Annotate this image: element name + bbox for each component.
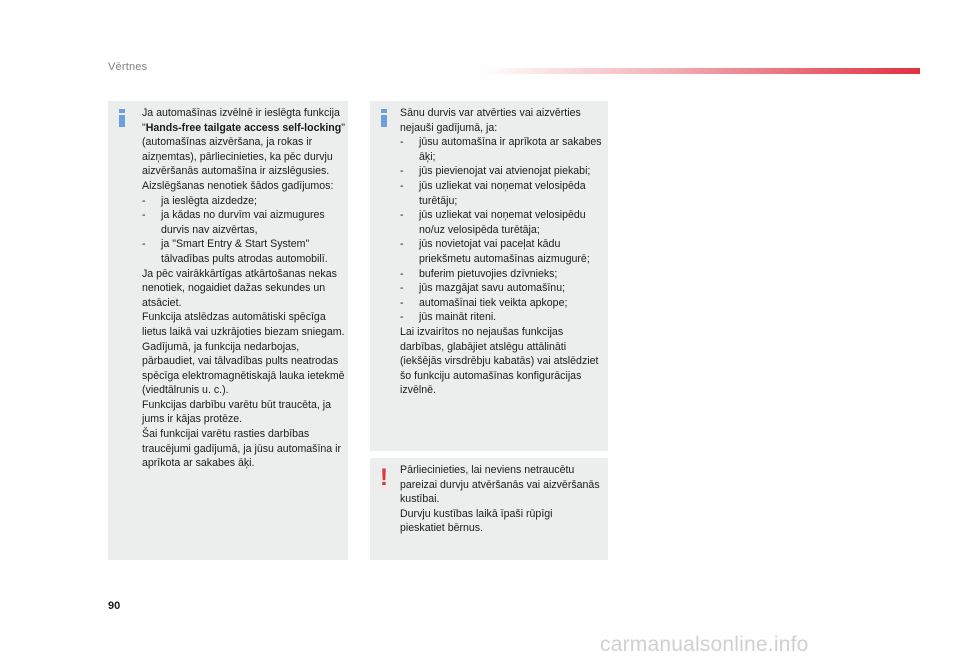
paragraph: Sānu durvis var atvērties vai aizvērties nejauši gadījumā, ja: <box>400 107 581 134</box>
watermark: carmanualsonline.info <box>600 633 809 656</box>
feature-name: Hands-free tailgate access self-locking <box>145 121 342 134</box>
paragraph: Aizslēgšanas nenotiek šādos gadījumos: <box>142 179 334 192</box>
list-item: - automašīnai tiek veikta apkope; <box>400 296 568 309</box>
info-text-side-doors <box>400 106 606 398</box>
list-item: - ja "Smart Entry & Start System" tālvadības pults atrodas automobilī. <box>142 238 328 265</box>
list-item: - jūs pievienojat vai atvienojat piekabi; <box>400 165 591 178</box>
page-number: 90 <box>108 600 121 612</box>
header-accent-rule <box>478 68 920 74</box>
info-icon <box>119 109 125 125</box>
list-item: - jūs uzliekat vai noņemat velosipēdu no/uz velosipēda turētāja; <box>400 209 586 236</box>
paragraph: Funkcijas darbību varētu būt traucēta, ja jums ir kājas protēze. <box>142 398 332 426</box>
list-item: - ja kādas no durvīm vai aizmugures durvis nav aizvērtas, <box>142 209 325 236</box>
list-item: - jūsu automašīna ir aprīkota ar sakabes āķi; <box>400 136 602 163</box>
list-item: - buferim pietuvojies dzīvnieks; <box>400 267 558 280</box>
paragraph: Šai funkcijai varētu rasties darbības traucējumi gadījumā, ja jūsu automašīna ir aprīkota ar sakabes āķi. <box>142 428 342 470</box>
list-item: - jūs mazgājat savu automašīnu; <box>400 282 566 295</box>
paragraph: Pārliecinieties, lai neviens netraucētu pareizai durvju atvēršanās vai aizvēršanās kustībai. <box>400 464 600 506</box>
list-item: - jūs maināt riteni. <box>400 311 497 324</box>
list-item: - ja ieslēgta aizdedze; <box>142 194 257 207</box>
page-section-title: Vērtnes <box>108 61 148 73</box>
info-text-self-locking <box>142 106 348 471</box>
info-icon <box>381 109 387 125</box>
list-item: - jūs uzliekat vai noņemat velosipēda turētāju; <box>400 179 586 207</box>
intro-paragraph: Ja automašīnas izvēlnē ir ieslēgta funkcija "Hands-free tailgate access self-locking" (automašīnas aizvēršana, ja rokas ir aizņemtas), pārliecinieties, ka pēc durvju aizvēršanās automašīna ir aizslēgusies. <box>142 107 346 178</box>
list-item: - jūs novietojat vai paceļat kādu priekšmetu automašīnas aizmugurē; <box>400 238 590 265</box>
paragraph: Funkcija atslēdzas automātiski spēcīga lietus laikā vai uzkrājoties biezam sniegam. <box>142 311 345 338</box>
warning-text-door-movement <box>400 463 600 536</box>
paragraph: Ja pēc vairākkārtīgas atkārtošanas nekas nenotiek, nogaidiet dažas sekundes un atsāciet. <box>142 267 337 309</box>
warning-icon: ! <box>380 464 388 491</box>
paragraph: Durvju kustības laikā īpaši rūpīgi pieskatiet bērnus. <box>400 507 553 535</box>
paragraph: Gadījumā, ja funkcija nedarbojas, pārbaudiet, vai tālvadības pults neatrodas spēcīga elektromagnētiskajā lauka ietekmē (viedtālrunis u. c.). <box>142 340 345 397</box>
paragraph: Lai izvairītos no nejaušas funkcijas darbības, glabājiet atslēgu attālināti (iekšējās virsdrēbju kabatās) vai atslēdziet šo funkciju automašīnas konfigurācijas izvēlnē. <box>400 325 599 397</box>
